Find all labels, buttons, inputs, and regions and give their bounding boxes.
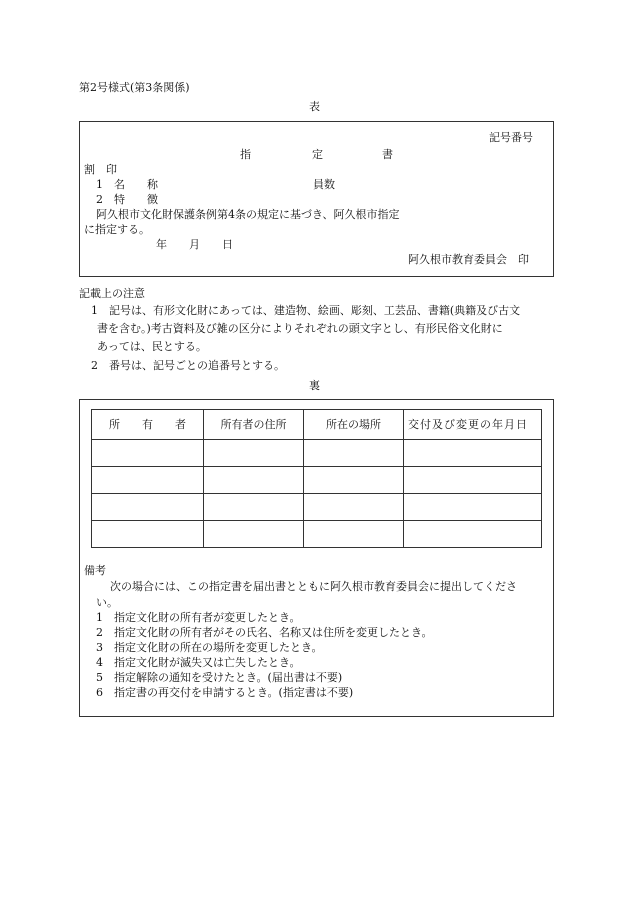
table-cell [404,521,542,548]
item2-number: 2 [96,193,103,206]
back-heading: 裏 [309,379,320,392]
table-row [92,467,542,494]
table-cell [304,440,404,467]
table-cell [304,494,404,521]
table-cell [92,494,204,521]
remarks-intro-line-1: 次の場合には、この指定書を届出書とともに阿久根市教育委員会に提出してくださ [110,580,517,593]
ownership-table [91,409,542,548]
remarks-intro-line-2: い。 [96,596,118,609]
note-1-line-2: 書を含む。)考古資料及び雑の区分によりそれぞれの頭文字とし、有形民俗文化財に [97,322,503,335]
table-cell [92,440,204,467]
seal-mark: 割 印 [84,163,117,176]
table-cell [204,521,304,548]
table-cell [204,467,304,494]
note-1-line-3: あっては、民とする。 [97,340,207,353]
number-label: 記号番号 [489,131,533,144]
column-issue-change-date: 交付及び変更の年月日 [404,410,542,440]
note-2: 2 番号は、記号ごとの追番号とする。 [91,359,285,372]
remark-item-4: 4 指定文化財が滅失又は亡失したとき。 [96,656,301,669]
table-cell [404,467,542,494]
count-label: 員数 [313,178,335,191]
item1-number: 1 [96,178,103,191]
notes-heading: 記載上の注意 [79,287,145,300]
issuer-line: 阿久根市教育委員会 印 [408,253,529,266]
column-location: 所在の場所 [304,410,404,440]
table-cell [204,494,304,521]
remark-item-5: 5 指定解除の通知を受けたとき。(届出書は不要) [96,671,343,684]
item1-label: 名 称 [114,178,158,191]
statement-line-2: に指定する。 [84,223,150,236]
remark-item-6: 6 指定書の再交付を申請するとき。(指定書は不要) [96,686,354,699]
date-line: 年 月 日 [156,238,233,251]
column-owner-address: 所有者の住所 [204,410,304,440]
table-row [92,440,542,467]
title-char-2: 定 [312,148,323,161]
table-row [92,494,542,521]
table-cell [304,521,404,548]
column-owner: 所 有 者 [92,410,204,440]
item2-label: 特 徴 [114,193,158,206]
statement-line-1: 阿久根市文化財保護条例第4条の規定に基づき、阿久根市指定 [96,208,400,221]
table-row [92,521,542,548]
remark-item-3: 3 指定文化財の所在の場所を変更したとき。 [96,641,323,654]
note-1-line-1: 1 記号は、有形文化財にあっては、建造物、絵画、彫刻、工芸品、書籍(典籍及び古文 [91,304,521,317]
table-cell [304,467,404,494]
table-cell [404,440,542,467]
table-cell [92,467,204,494]
remarks-heading: 備考 [84,564,106,577]
front-heading: 表 [309,100,320,113]
title-char-1: 指 [240,148,251,161]
table-header-row [92,410,542,440]
table-cell [204,440,304,467]
table-cell [404,494,542,521]
title-char-3: 書 [382,148,393,161]
remark-item-2: 2 指定文化財の所有者がその氏名、名称又は住所を変更したとき。 [96,626,433,639]
remark-item-1: 1 指定文化財の所有者が変更したとき。 [96,611,301,624]
table-cell [92,521,204,548]
form-label: 第2号様式(第3条関係) [79,81,190,94]
